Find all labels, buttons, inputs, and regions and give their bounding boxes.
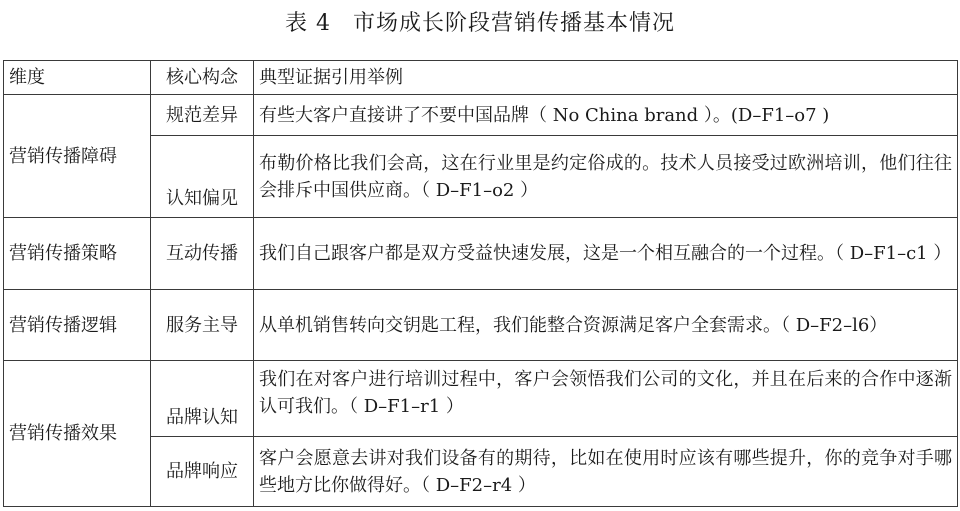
table-row (4, 95, 958, 136)
evidence-cell: 我们自己跟客户都是双方受益快速发展，这是一个相互融合的一个过程。（ D–F1–c1 ） (254, 218, 958, 290)
table-title (0, 6, 960, 37)
table-header-row (4, 61, 958, 95)
construct-cell: 认知偏见 (151, 136, 254, 218)
evidence-cell: 我们在对客户进行培训过程中，客户会领悟我们公司的文化，并且在后来的合作中逐渐认可我们。（ D–F1–r1 ） (254, 361, 958, 437)
table-caption: 市场成长阶段营销传播基本情况 (352, 11, 675, 36)
marketing-communication-table (3, 60, 958, 507)
construct-cell: 品牌认知 (151, 361, 254, 437)
table-row (4, 218, 958, 290)
table-number: 表 4 (284, 11, 331, 36)
construct-cell: 品牌响应 (151, 437, 254, 507)
header-evidence: 典型证据引用举例 (254, 61, 958, 95)
dimension-cell: 营销传播障碍 (4, 95, 151, 218)
table-row (4, 290, 958, 361)
evidence-cell: 布勒价格比我们会高，这在行业里是约定俗成的。技术人员接受过欧洲培训，他们往往会排斥中国供应商。（ D–F1–o2 ） (254, 136, 958, 218)
header-dimension: 维度 (4, 61, 151, 95)
construct-cell: 服务主导 (151, 290, 254, 361)
header-core-construct: 核心构念 (151, 61, 254, 95)
evidence-cell: 有些大客户直接讲了不要中国品牌（ No China brand ）。(D–F1–o7 ) (254, 95, 958, 136)
dimension-cell: 营销传播逻辑 (4, 290, 151, 361)
evidence-cell: 从单机销售转向交钥匙工程，我们能整合资源满足客户全套需求。（ D–F2–l6） (254, 290, 958, 361)
evidence-cell: 客户会愿意去讲对我们设备有的期待，比如在使用时应该有哪些提升，你的竞争对手哪些地方比你做得好。（ D–F2–r4 ） (254, 437, 958, 507)
construct-cell: 互动传播 (151, 218, 254, 290)
dimension-cell: 营销传播效果 (4, 361, 151, 507)
construct-cell: 规范差异 (151, 95, 254, 136)
table-row (4, 361, 958, 437)
dimension-cell: 营销传播策略 (4, 218, 151, 290)
